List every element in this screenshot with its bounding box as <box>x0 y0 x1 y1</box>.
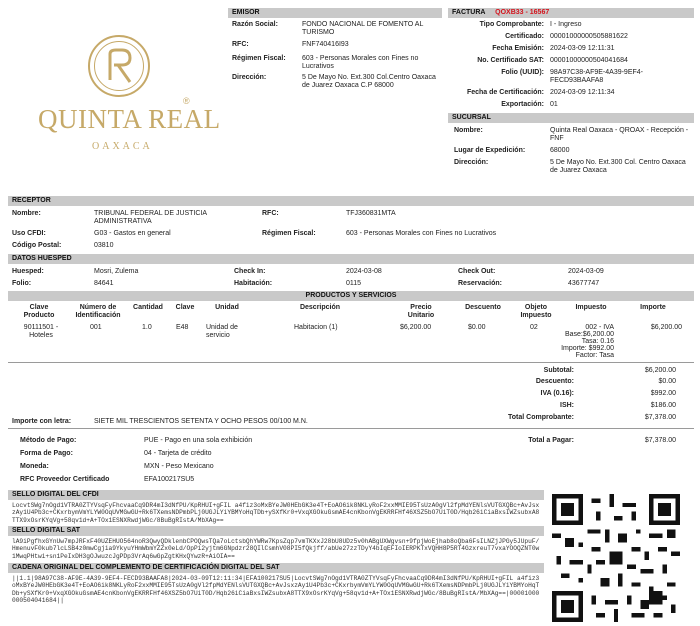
receptor-rfc: TFJ360831MTA <box>346 210 396 217</box>
emisor-regimen-label: Régimen Fiscal: <box>232 55 286 62</box>
total-pagar-label: Total a Pagar: <box>528 437 574 444</box>
habitacion-value: 0115 <box>346 280 362 287</box>
receptor-regimen-label: Régimen Fiscal: <box>262 230 316 237</box>
folio-value: 84641 <box>94 280 114 287</box>
cadena-original: ||1.1|98A97C38-AF9E-4A39-9EF4-FECD93BAAFA8|2024-03-09T12:11:34|EFA100217SU5|LocvtSWg7nOgd1VTRA0ZTYVsqFyFhcvaaCq9DR4mI3dNfPU/KpRHUI+gFIL a4fiz3oMxBYeJW0HEbGK3e4T+EoAO6ik8NKLyRoF2xxMMIE95TsUzA0gVl2fpMdYENlsVUTGXQBc+AvJsxzAy1U4Pb3c+CKxrbymVmYLYW0OqUVMGwGU+Rk6TXemsNDPmbPLj0UGJLYiYBMYoHqTDb+ySXfKr0+VxqXGOkuGsmAE4cnKbonVgEKRRFHf46XSZ5bO7UiT0D/Hqb26iCiaBxsIWZsubxA8TTX9xOsrKYqVg+58qv1d+A+TOx1ESNXRwdjWGc/8BuBgRIstA/MbXAg==|00001000000504041684|| <box>12 575 540 605</box>
total-label: Total Comprobante: <box>508 414 574 421</box>
exportacion-value: 01 <box>550 101 558 108</box>
uso-cfdi-label: Uso CFDI: <box>12 230 46 237</box>
huesped-value: Mosri, Zulema <box>94 268 139 275</box>
row-imp-tipo: 002 - IVA <box>585 324 614 331</box>
cadena-header: CADENA ORIGINAL DEL COMPLEMENTO DE CERTIFICACIÓN DIGITAL DEL SAT <box>8 563 544 573</box>
row-clave-producto: 90111501 - Hoteles <box>23 324 59 339</box>
iva-label: IVA (0.16): <box>540 390 574 397</box>
exportacion-label: Exportación: <box>501 101 544 108</box>
col-descuento: Descuento <box>465 304 501 311</box>
rfc-prov: EFA100217SU5 <box>144 476 195 483</box>
fecha-cert-label: Fecha de Certificación: <box>466 89 544 96</box>
reservacion-value: 43677747 <box>568 280 600 287</box>
importe-letra-label: Importe con letra: <box>12 418 72 425</box>
subtotal-value: $6,200.00 <box>644 367 676 374</box>
divider <box>8 428 694 429</box>
cp-label: Código Postal: <box>12 242 62 249</box>
sucursal-direccion-label: Dirección: <box>454 159 489 166</box>
row-num-id: 001 <box>90 324 102 331</box>
logo-city: OAXACA <box>92 141 153 152</box>
descuento-value: $0.00 <box>658 378 676 385</box>
factura-folio: QOXB33 - 16567 <box>495 9 550 16</box>
productos-header: PRODUCTOS Y SERVICIOS <box>8 291 694 301</box>
row-importe: $6,200.00 <box>650 324 682 331</box>
col-impuesto: Impuesto <box>575 304 607 311</box>
col-importe: Importe <box>640 304 666 311</box>
uso-cfdi: G03 - Gastos en general <box>94 230 171 237</box>
sello-sat: lA9iPgfhxGYnUw7mpJRFxF40UZEHUO564noR3QwyQDklenbCPOQwsTQa7oLctsbQhYWRw7KpsZqp7vmTKXxJ28bU8UDz5v0hABgUXWgvsn+9fpjWoEjhab8oQba6FsILNZjJPGy5JUpuF/HmenuvF0kub7lcLSB4z0mwCgjia9YkyuYHmWbmYZZx0eLd/OpPi2yjtm6GNpdzr28QIlCsmhV08PI5fQkjff/abUe27zzTDyY4bIqEFIoIERPKTxVQHH8P5RT4GzxreuT7vxaYOOQZNT0w1MwqPHtwi+sn1PeIxDH3gOJwuzcJgPDp3VrAq6wGpZgtKHxQYwzR+AiOIA== <box>12 538 540 560</box>
folio-label: Folio: <box>12 280 32 287</box>
col-clave: Clave <box>175 304 195 311</box>
qr-code-icon <box>552 494 680 622</box>
row-precio: $6,200.00 <box>400 324 432 331</box>
sucursal-direccion: 5 De Mayo No. Ext.300 Col. Centro Oaxaca de Juarez Oaxaca <box>550 159 686 174</box>
cert-value: 00001000000505881622 <box>550 33 628 40</box>
ish-label: ISH: <box>560 402 574 409</box>
row-imp-factor: Factor: Tasa <box>575 352 614 359</box>
checkout-value: 2024-03-09 <box>568 268 604 275</box>
rfc-prov-label: RFC Proveedor Certificado <box>20 476 110 483</box>
fecha-emision-label: Fecha Emisión: <box>492 45 544 52</box>
importe-letra: SIETE MIL TRESCIENTOS SETENTA Y OCHO PESOS 00/100 M.N. <box>94 418 308 425</box>
emisor-regimen: 603 - Personas Morales con Fines no Lucrativos <box>302 55 419 70</box>
col-cantidad: Cantidad <box>133 304 163 311</box>
habitacion-label: Habitación: <box>234 280 273 287</box>
col-num-id: Número de Identificación <box>75 304 121 319</box>
total-pagar: $7,378.00 <box>644 437 676 444</box>
iva-value: $992.00 <box>650 390 676 397</box>
checkout-label: Check Out: <box>458 268 496 275</box>
fecha-emision: 2024-03-09 12:11:31 <box>550 45 615 52</box>
emisor-rfc-label: RFC: <box>232 41 249 48</box>
sello-sat-header: SELLO DIGITAL SAT <box>8 526 544 536</box>
cert-sat: 00001000000504041684 <box>550 57 628 64</box>
col-objeto: Objeto Impuesto <box>520 304 552 319</box>
sucursal-header: SUCURSAL <box>448 113 694 123</box>
row-cantidad: 1.0 <box>142 324 152 331</box>
logo-brand: QUINTA REAL <box>38 104 221 134</box>
divider <box>8 362 694 363</box>
col-unidad: Unidad <box>215 304 239 311</box>
emisor-direccion: 5 De Mayo No. Ext.300 Col.Centro Oaxaca de Juarez Oaxaca C.P 68000 <box>302 74 436 89</box>
cp-value: 03810 <box>94 242 114 249</box>
forma-pago-label: Forma de Pago: <box>20 450 73 457</box>
moneda-value: MXN - Peso Mexicano <box>144 463 214 470</box>
col-descripcion: Descripción <box>299 304 341 311</box>
emisor-header: EMISOR <box>228 8 442 18</box>
row-descripcion: Habitacion (1) <box>294 324 338 331</box>
checkin-value: 2024-03-08 <box>346 268 382 275</box>
row-imp-tasa: Tasa: 0.16 <box>581 338 614 345</box>
ish-value: $186.00 <box>650 402 676 409</box>
row-imp-base: Base:$6,200.00 <box>564 331 614 338</box>
uuid-label: Folio (UUID): <box>501 69 544 76</box>
row-descuento: $0.00 <box>468 324 486 331</box>
receptor-nombre: TRIBUNAL FEDERAL DE JUSTICIA ADMINISTRATIVA <box>94 210 207 225</box>
col-precio: Precio Unitario <box>407 304 435 319</box>
uuid-value: 98A97C38-AF9E-4A39-9EF4-FECD93BAAFA8 <box>550 69 643 84</box>
emisor-razon-label: Razón Social: <box>232 21 278 28</box>
sucursal-nombre: Quinta Real Oaxaca - QROAX - Recepción - FNF <box>550 127 689 142</box>
tipo-label: Tipo Comprobante: <box>479 21 544 28</box>
receptor-nombre-label: Nombre: <box>12 210 41 217</box>
factura-header <box>448 8 694 18</box>
emisor-razon: FONDO NACIONAL DE FOMENTO AL TURISMO <box>302 21 424 36</box>
emisor-rfc: FNF740416I93 <box>302 41 349 48</box>
receptor-header: RECEPTOR <box>8 196 694 206</box>
logo-monogram-icon <box>104 48 134 84</box>
row-imp-importe: Importe: $992.00 <box>561 345 614 352</box>
logo-registered: ® <box>183 96 190 106</box>
lugar-label: Lugar de Expedición: <box>454 147 526 154</box>
checkin-label: Check In: <box>234 268 266 275</box>
subtotal-label: Subtotal: <box>543 367 574 374</box>
lugar-value: 68000 <box>550 147 570 154</box>
receptor-regimen: 603 - Personas Morales con Fines no Lucrativos <box>346 230 497 237</box>
col-clave-producto: Clave Producto <box>23 304 55 319</box>
metodo-pago-label: Método de Pago: <box>20 437 77 444</box>
emisor-direccion-label: Dirección: <box>232 74 267 81</box>
receptor-rfc-label: RFC: <box>262 210 279 217</box>
total-value: $7,378.00 <box>644 414 676 421</box>
factura-title: FACTURA <box>452 9 486 16</box>
huesped-header: DATOS HUESPED <box>8 254 694 264</box>
cert-sat-label: No. Certificado SAT: <box>477 57 544 64</box>
moneda-label: Moneda: <box>20 463 49 470</box>
huesped-label: Huesped: <box>12 268 44 275</box>
sucursal-nombre-label: Nombre: <box>454 127 483 134</box>
descuento-label: Descuento: <box>535 378 574 385</box>
metodo-pago: PUE - Pago en una sola exhibición <box>144 437 253 444</box>
row-objeto: 02 <box>530 324 538 331</box>
row-unidad: Unidad de servicio <box>206 324 238 339</box>
sello-cfdi: LocvtSWg7nOgd1VTRA0ZTYVsqFyFhcvaaCq9DR4mI3dNfPU/KpRHUI+gFIL a4fiz3oMxBYeJW0HEbGK3e4T+EoAO6ik8NKLyRoF2xxMMIE95TsUzA0gVl2fpMdYENlsVUTGXQBc+AvJsxzAy1U4Pb3c+CKxrbymVmYLYW0OqUVMGwGU+Rk6TXemsNDPmbPLj0UGJLYiYBMYoHqTDb+ySXfKr0+VxqXGOkuGsmAE4cnKbonVgEKRRFHf46XSZ5bO7UiT0D/Hqb26iCiaBxsIWZsubxA8TTX9xOsrKYqVg+58qv1d+A+TOx1ESNXRwdjWGc/8BuBgRIstA/MbXAg== <box>12 502 540 524</box>
fecha-cert: 2024-03-09 12:11:34 <box>550 89 615 96</box>
tipo-value: I - Ingreso <box>550 21 582 28</box>
forma-pago: 04 - Tarjeta de crédito <box>144 450 212 457</box>
reservacion-label: Reservación: <box>458 280 502 287</box>
cert-label: Certificado: <box>505 33 544 40</box>
row-clave: E48 <box>176 324 189 331</box>
sello-cfdi-header: SELLO DIGITAL DEL CFDI <box>8 490 544 500</box>
